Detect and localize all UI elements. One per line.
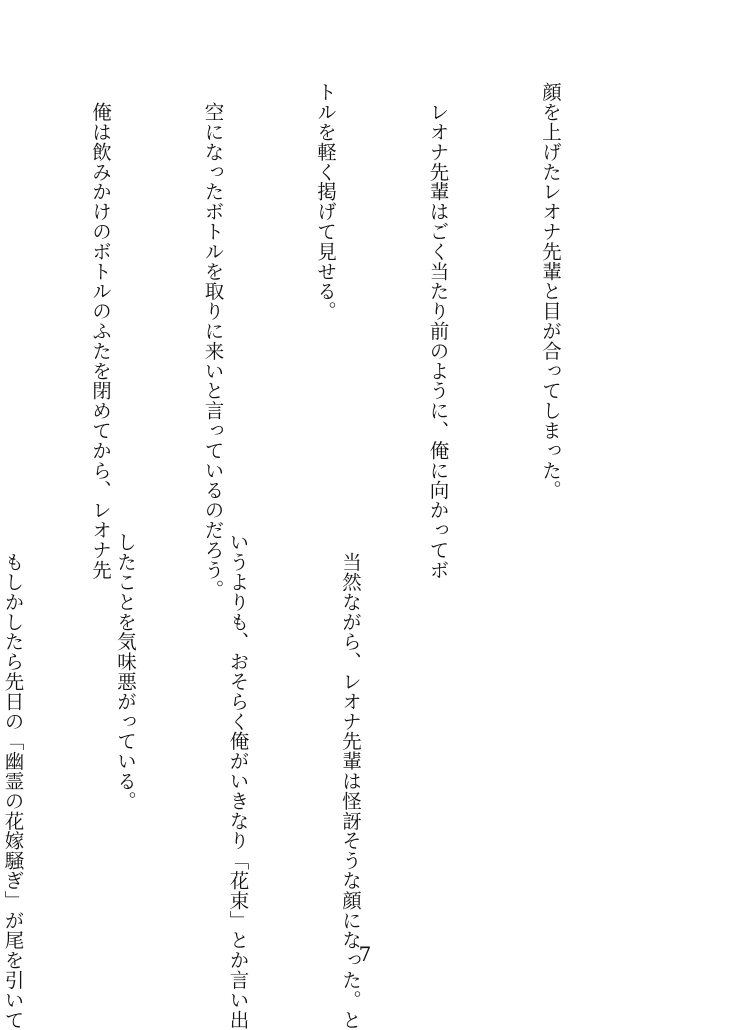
text-line: トルを軽く掲げて見せる。 bbox=[314, 82, 337, 321]
text-line: したことを気味悪がっている。 bbox=[114, 532, 137, 811]
page-number: 7 bbox=[358, 942, 372, 966]
text-line: 空になったボトルを取りに来いと言っているのだろう。 bbox=[201, 82, 225, 600]
text-line: もしかしたら先日の「幽霊の花嫁騒ぎ」が尾を引いて bbox=[1, 532, 25, 1030]
text-line bbox=[0, 82, 7, 512]
text-line: レオナ先輩はごく当たり前のように、俺に向かってボ bbox=[426, 82, 450, 580]
text-block-upper bbox=[0, 82, 644, 600]
text-line: いうよりも、おそらく俺がいきなり「花束」とか言い出 bbox=[226, 532, 250, 1030]
text-line: 俺は飲みかけのボトルのふたを閉めてから、レオナ先 bbox=[89, 82, 112, 580]
text-line: 当然ながら、レオナ先輩は怪訝そうな顔になった。と bbox=[339, 532, 362, 1030]
text-block-lower bbox=[0, 532, 444, 1030]
text-line: 顔を上げたレオナ先輩と目が合ってしまった。 bbox=[539, 82, 562, 500]
